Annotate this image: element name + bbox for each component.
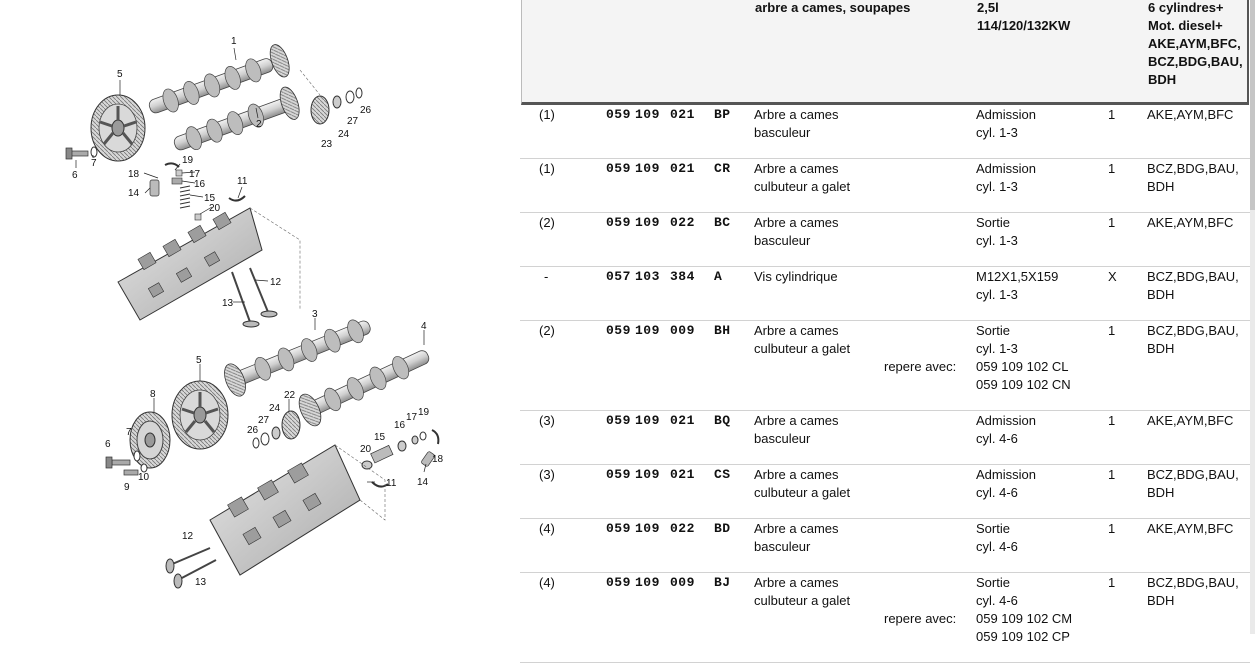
svg-text:14: 14 (128, 188, 140, 199)
model-code: BDH (1147, 485, 1175, 500)
group-model-line: AKE,AYM,BFC, (1148, 36, 1241, 51)
parts-row[interactable] (520, 158, 1250, 213)
group-model-line: BCZ,BDG,BAU, (1148, 54, 1243, 69)
group-model-line: BDH (1148, 72, 1177, 87)
part-remark: 059 109 102 CN (976, 377, 1071, 392)
part-remark: M12X1,5X159 (976, 269, 1059, 284)
quantity: 1 (1108, 575, 1116, 590)
model-code: AKE,AYM,BFC (1147, 521, 1234, 536)
model-code: BDH (1147, 593, 1175, 608)
model-code: AKE,AYM,BFC (1147, 215, 1234, 230)
group-remark-line: 114/120/132KW (977, 18, 1071, 33)
quantity: 1 (1108, 467, 1116, 482)
svg-text:6: 6 (72, 170, 78, 181)
svg-text:16: 16 (194, 179, 206, 190)
part-remark: Admission (976, 467, 1036, 482)
part-description: culbuteur a galet (754, 593, 851, 608)
group-model-line: Mot. diesel+ (1148, 18, 1223, 33)
part-description: basculeur (754, 431, 811, 446)
svg-text:8: 8 (150, 389, 156, 400)
svg-text:27: 27 (258, 415, 270, 426)
part-number-segment: 022 (670, 521, 695, 536)
part-number-segment: BD (714, 521, 731, 536)
svg-text:18: 18 (128, 169, 140, 180)
group-model-line: 6 cylindres+ (1148, 0, 1224, 15)
svg-text:13: 13 (222, 298, 234, 309)
part-number-segment: CS (714, 467, 731, 482)
cylinder-head-top (118, 208, 262, 320)
quantity: 1 (1108, 161, 1116, 176)
parts-list (520, 0, 1250, 644)
quantity: 1 (1108, 521, 1116, 536)
part-number-segment: 059 (606, 521, 631, 536)
parts-row[interactable] (520, 410, 1250, 465)
part-description: culbuteur a galet (754, 485, 851, 500)
part-remark: cyl. 1-3 (976, 341, 1018, 356)
part-remark: Sortie (976, 215, 1010, 230)
svg-text:15: 15 (374, 432, 386, 443)
part-remark: cyl. 1-3 (976, 125, 1018, 140)
sprocket-5-bottom (172, 381, 228, 449)
position-number: (1) (539, 107, 555, 122)
parts-row[interactable] (520, 572, 1250, 663)
group-description: arbre a cames, soupapes (755, 0, 911, 15)
part-description: Arbre a cames (754, 467, 839, 482)
position-number: - (544, 269, 549, 284)
model-code: BCZ,BDG,BAU, (1147, 467, 1239, 482)
part-description: culbuteur a galet (754, 341, 851, 356)
position-number: (2) (539, 323, 555, 338)
part-number-segment: 109 (635, 215, 660, 230)
quantity: 1 (1108, 107, 1116, 122)
part-remark: Sortie (976, 521, 1010, 536)
part-number-segment: 021 (670, 107, 695, 122)
part-number-segment: 109 (635, 467, 660, 482)
svg-text:22: 22 (284, 390, 296, 401)
part-remark: Sortie (976, 323, 1010, 338)
part-number-segment: 021 (670, 413, 695, 428)
quantity: 1 (1108, 413, 1116, 428)
parts-row[interactable] (520, 266, 1250, 321)
part-remark: Admission (976, 161, 1036, 176)
svg-text:12: 12 (270, 277, 282, 288)
part-remark: cyl. 1-3 (976, 287, 1018, 302)
svg-text:27: 27 (347, 116, 359, 127)
part-number-segment: 059 (606, 161, 631, 176)
quantity: 1 (1108, 323, 1116, 338)
part-description: Vis cylindrique (754, 269, 838, 284)
svg-text:16: 16 (394, 420, 406, 431)
part-number-segment: BC (714, 215, 731, 230)
part-number-segment: 009 (670, 575, 695, 590)
svg-text:12: 12 (182, 531, 194, 542)
part-remark: 059 109 102 CM (976, 611, 1073, 626)
parts-row[interactable] (520, 518, 1250, 573)
svg-text:5: 5 (196, 355, 202, 366)
svg-text:1: 1 (231, 36, 237, 47)
svg-text:15: 15 (204, 193, 216, 204)
svg-text:5: 5 (117, 69, 123, 80)
part-description: Arbre a cames (754, 575, 839, 590)
svg-text:13: 13 (195, 577, 207, 588)
part-number-segment: BQ (714, 413, 731, 428)
part-remark: cyl. 4-6 (976, 485, 1018, 500)
reference-label: repere avec: (884, 359, 957, 374)
svg-text:11: 11 (386, 478, 397, 489)
part-number-segment: CR (714, 161, 731, 176)
position-number: (4) (539, 575, 555, 590)
model-code: BDH (1147, 341, 1175, 356)
part-number-segment: BJ (714, 575, 731, 590)
part-number-segment: 109 (635, 323, 660, 338)
position-number: (3) (539, 413, 555, 428)
svg-text:2: 2 (256, 119, 262, 130)
part-remark: cyl. 1-3 (976, 233, 1018, 248)
exploded-parts-diagram (0, 0, 520, 634)
part-description: Arbre a cames (754, 161, 839, 176)
part-number-segment: BH (714, 323, 731, 338)
part-number-segment: 009 (670, 323, 695, 338)
model-code: AKE,AYM,BFC (1147, 413, 1234, 428)
svg-text:10: 10 (138, 472, 150, 483)
part-description: Arbre a cames (754, 521, 839, 536)
part-remark: cyl. 4-6 (976, 593, 1018, 608)
svg-text:14: 14 (417, 477, 429, 488)
position-number: (4) (539, 521, 555, 536)
svg-text:11: 11 (237, 176, 248, 187)
model-code: BCZ,BDG,BAU, (1147, 269, 1239, 284)
part-description: Arbre a cames (754, 215, 839, 230)
position-number: (1) (539, 161, 555, 176)
part-number-segment: 109 (635, 107, 660, 122)
part-number-segment: 057 (606, 269, 631, 284)
model-code: AKE,AYM,BFC (1147, 107, 1234, 122)
part-remark: cyl. 1-3 (976, 179, 1018, 194)
part-description: Arbre a cames (754, 107, 839, 122)
part-number-segment: 109 (635, 413, 660, 428)
svg-text:18: 18 (432, 454, 444, 465)
part-number-segment: 021 (670, 161, 695, 176)
part-remark: cyl. 4-6 (976, 539, 1018, 554)
part-description: basculeur (754, 539, 811, 554)
svg-text:3: 3 (312, 309, 318, 320)
cylinder-head-bottom (210, 445, 360, 575)
scrollbar-thumb[interactable] (1250, 0, 1255, 210)
svg-text:17: 17 (406, 412, 418, 423)
svg-text:17: 17 (189, 169, 201, 180)
part-number-segment: 103 (635, 269, 660, 284)
svg-text:6: 6 (105, 439, 111, 450)
part-remark: Admission (976, 413, 1036, 428)
svg-text:23: 23 (321, 139, 333, 150)
part-description: basculeur (754, 125, 811, 140)
part-number-segment: 059 (606, 575, 631, 590)
parts-row[interactable] (520, 464, 1250, 519)
part-description: Arbre a cames (754, 323, 839, 338)
quantity: 1 (1108, 215, 1116, 230)
svg-text:7: 7 (91, 158, 97, 169)
svg-text:26: 26 (247, 425, 259, 436)
sprocket-5-top (91, 95, 145, 161)
part-remark: 059 109 102 CP (976, 629, 1070, 644)
part-number-segment: 109 (635, 161, 660, 176)
svg-text:26: 26 (360, 105, 372, 116)
quantity: X (1108, 269, 1117, 284)
svg-text:20: 20 (360, 444, 372, 455)
model-code: BCZ,BDG,BAU, (1147, 323, 1239, 338)
group-header (521, 0, 1249, 105)
part-number-segment: 059 (606, 215, 631, 230)
svg-text:20: 20 (209, 203, 221, 214)
model-code: BCZ,BDG,BAU, (1147, 575, 1239, 590)
part-number-segment: 384 (670, 269, 695, 284)
part-number-segment: 109 (635, 521, 660, 536)
part-remark: 059 109 102 CL (976, 359, 1069, 374)
part-number-segment: 021 (670, 467, 695, 482)
part-number-segment: A (714, 269, 723, 284)
svg-text:19: 19 (418, 407, 430, 418)
part-number-segment: 059 (606, 323, 631, 338)
vertical-scrollbar[interactable] (1250, 0, 1255, 634)
part-description: Arbre a cames (754, 413, 839, 428)
parts-row[interactable] (520, 104, 1250, 159)
svg-text:24: 24 (269, 403, 281, 414)
reference-label: repere avec: (884, 611, 957, 626)
part-remark: Admission (976, 107, 1036, 122)
svg-text:24: 24 (338, 129, 350, 140)
part-description: culbuteur a galet (754, 179, 851, 194)
part-number-segment: 022 (670, 215, 695, 230)
part-number-segment: BP (714, 107, 731, 122)
model-code: BCZ,BDG,BAU, (1147, 161, 1239, 176)
part-remark: cyl. 4-6 (976, 431, 1018, 446)
svg-text:19: 19 (182, 155, 194, 166)
svg-text:9: 9 (124, 482, 130, 493)
part-remark: Sortie (976, 575, 1010, 590)
part-number-segment: 059 (606, 107, 631, 122)
position-number: (3) (539, 467, 555, 482)
part-number-segment: 059 (606, 467, 631, 482)
position-number: (2) (539, 215, 555, 230)
svg-text:4: 4 (421, 321, 427, 332)
parts-row[interactable] (520, 212, 1250, 267)
part-number-segment: 109 (635, 575, 660, 590)
parts-row[interactable] (520, 320, 1250, 411)
group-remark-line: 2,5l (977, 0, 999, 15)
svg-text:7: 7 (126, 427, 132, 438)
model-code: BDH (1147, 179, 1175, 194)
model-code: BDH (1147, 287, 1175, 302)
part-number-segment: 059 (606, 413, 631, 428)
part-description: basculeur (754, 233, 811, 248)
